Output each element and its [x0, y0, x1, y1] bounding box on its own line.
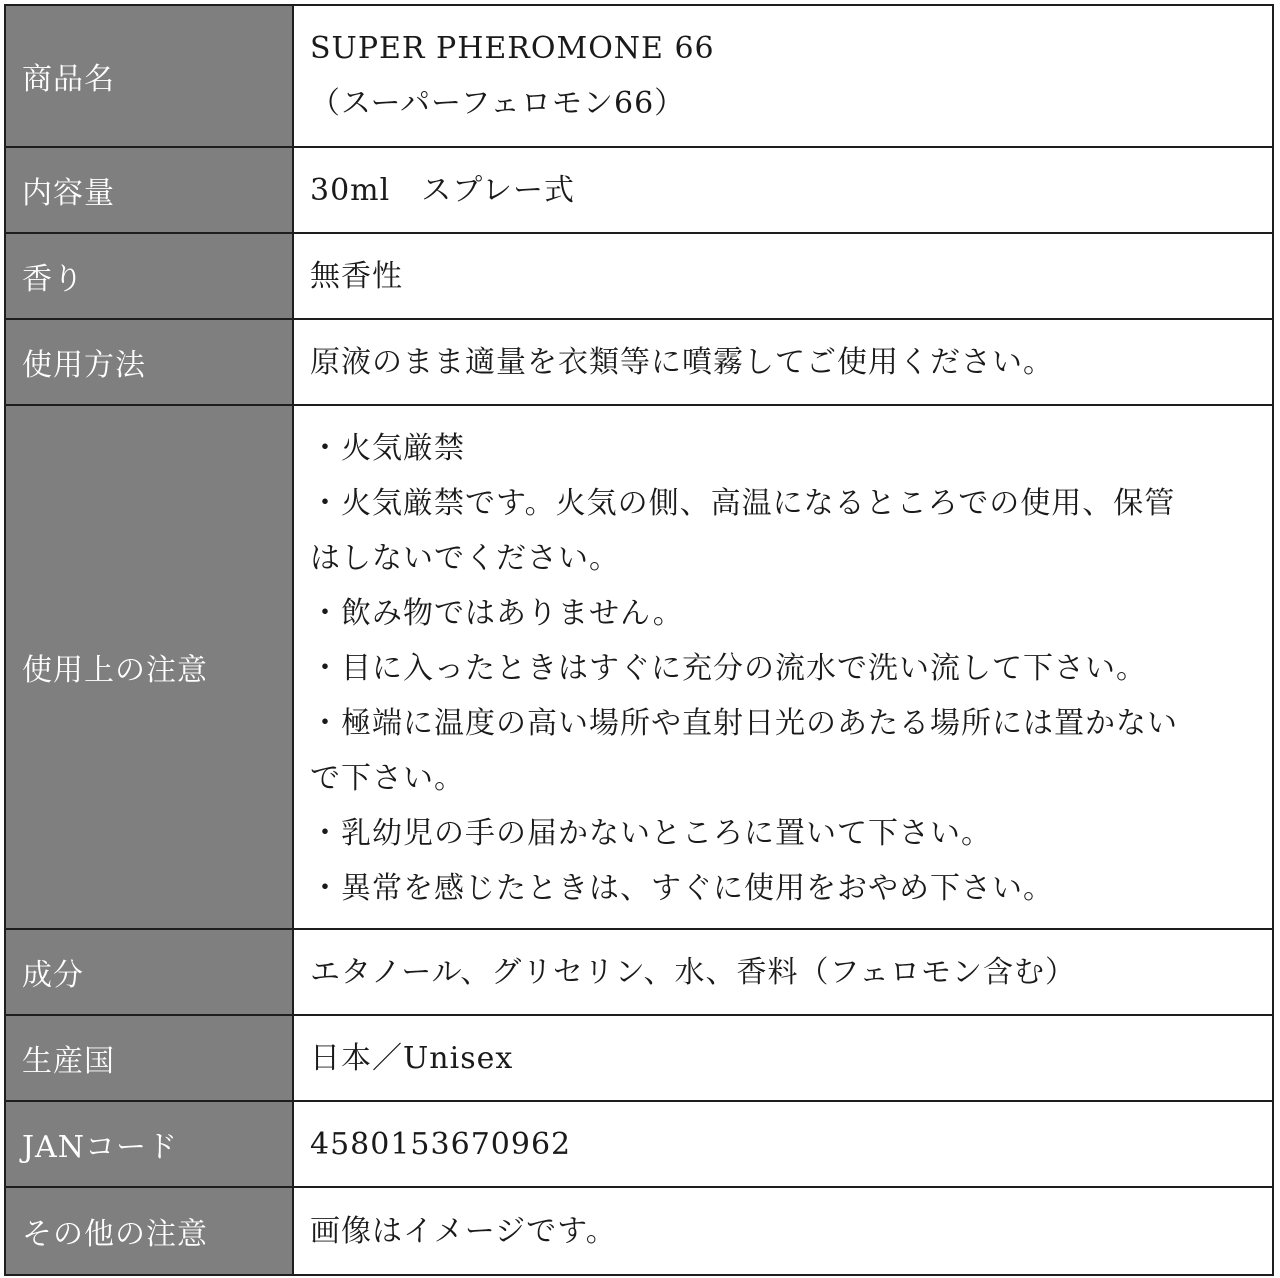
- spec-label: JANコード: [5, 1101, 293, 1187]
- spec-value-line: （スーパーフェロモン66）: [310, 86, 686, 121]
- spec-row-jan-code: [5, 1101, 1273, 1187]
- spec-value: [293, 405, 1273, 929]
- precaution-line: ・火気厳禁です。火気の側、高温になるところでの使用、保管: [310, 485, 1176, 521]
- spec-label: 内容量: [5, 147, 293, 233]
- spec-row-usage: [5, 319, 1273, 405]
- spec-row-other-notes: [5, 1187, 1273, 1275]
- spec-label: 生産国: [5, 1015, 293, 1101]
- precaution-line: ・目に入ったときはすぐに充分の流水で洗い流して下さい。: [310, 650, 1147, 686]
- precautions-list: [310, 413, 1260, 922]
- spec-row-ingredients: [5, 929, 1273, 1015]
- spec-row-country: [5, 1015, 1273, 1101]
- spec-value: [293, 233, 1273, 319]
- spec-value: [293, 929, 1273, 1015]
- precaution-line: ・極端に温度の高い場所や直射日光のあたる場所には置かない: [310, 705, 1178, 741]
- spec-value: [293, 1015, 1273, 1101]
- spec-label: 香り: [5, 233, 293, 319]
- spec-value: [293, 5, 1273, 147]
- precaution-line: ・火気厳禁: [310, 430, 465, 466]
- precaution-line: で下さい。: [310, 760, 465, 796]
- spec-value-line: SUPER PHEROMONE 66: [310, 31, 715, 66]
- product-spec-table: [4, 4, 1274, 1276]
- precaution-line: はしないでください。: [310, 540, 620, 576]
- precaution-line: ・乳幼児の手の届かないところに置いて下さい。: [310, 815, 992, 851]
- spec-row-product-name: [5, 5, 1273, 147]
- spec-row-scent: [5, 233, 1273, 319]
- spec-label: 商品名: [5, 5, 293, 147]
- spec-value-line: 無香性: [310, 258, 403, 294]
- spec-label: 使用上の注意: [5, 405, 293, 929]
- spec-value: [293, 319, 1273, 405]
- spec-value-line: 原液のまま適量を衣類等に噴霧してご使用ください。: [310, 344, 1054, 380]
- spec-value-line: 画像はイメージです。: [310, 1213, 617, 1249]
- spec-row-volume: [5, 147, 1273, 233]
- spec-label: 使用方法: [5, 319, 293, 405]
- precaution-line: ・飲み物ではありません。: [310, 595, 684, 631]
- spec-value: [293, 1101, 1273, 1187]
- spec-value-line: 4580153670962: [310, 1126, 572, 1162]
- spec-value-line: エタノール、グリセリン、水、香料（フェロモン含む）: [310, 954, 1076, 990]
- spec-value-line: 日本／Unisex: [310, 1040, 514, 1076]
- precaution-line: ・異常を感じたときは、すぐに使用をおやめ下さい。: [310, 870, 1054, 906]
- spec-value: [293, 1187, 1273, 1275]
- spec-row-precautions: [5, 405, 1273, 929]
- spec-label: その他の注意: [5, 1187, 293, 1275]
- spec-label: 成分: [5, 929, 293, 1015]
- spec-value: [293, 147, 1273, 233]
- spec-value-line: 30ml スプレー式: [310, 172, 576, 208]
